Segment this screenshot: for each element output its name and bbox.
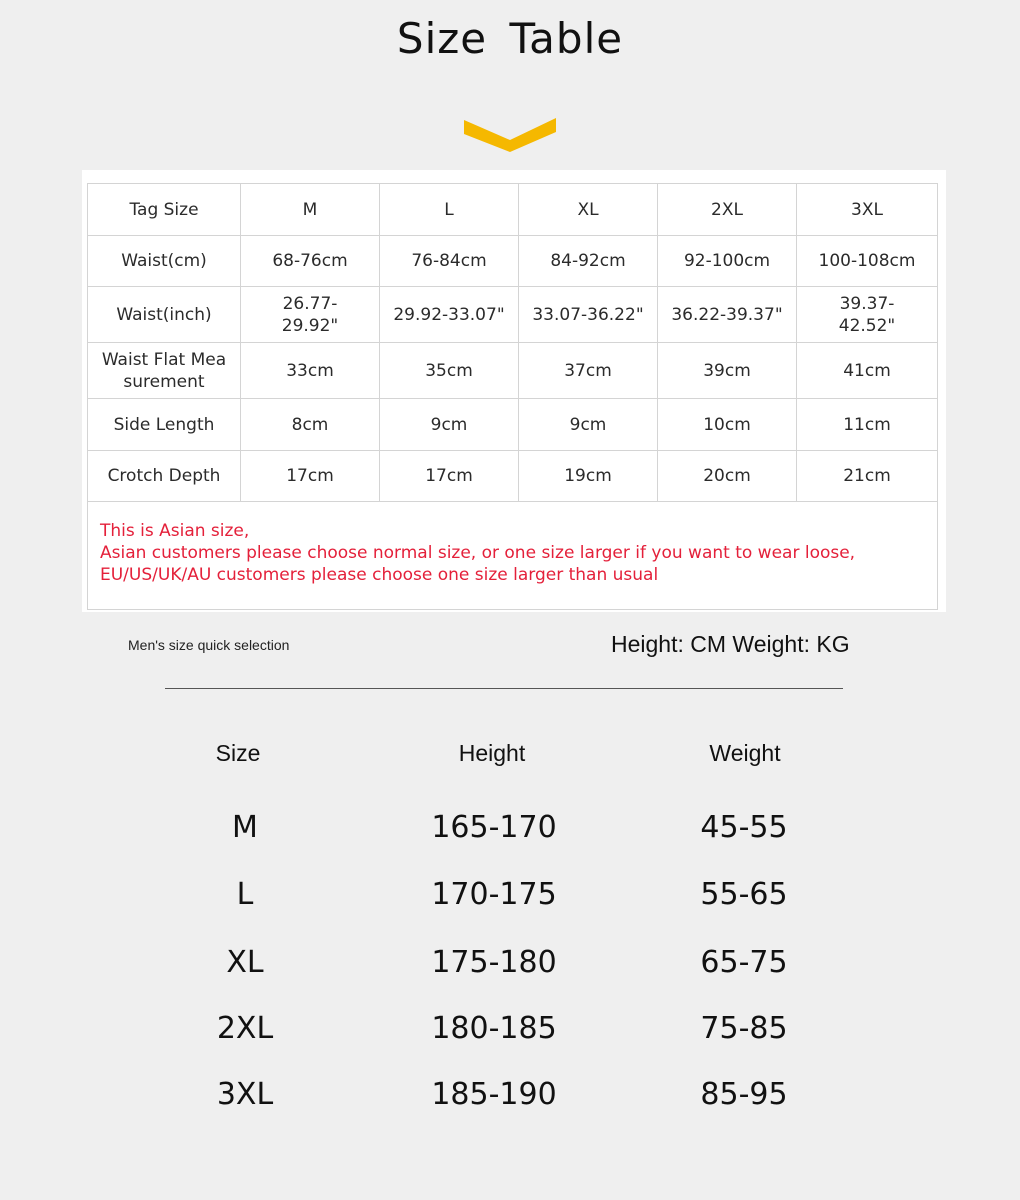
table-row-waist-inch: [88, 287, 938, 343]
row-label: Waist(cm): [88, 236, 241, 287]
table-cell: 33cm: [241, 343, 380, 399]
table-header-row: [88, 184, 938, 236]
table-cell: 33.07-36.22": [519, 287, 658, 343]
table-cell: 8cm: [241, 399, 380, 451]
row-label: Waist(inch): [88, 287, 241, 343]
quick-selection-label: Men's size quick selection: [128, 637, 290, 653]
row-label: Waist Flat Measurement: [88, 343, 241, 399]
table-cell: 17cm: [380, 451, 519, 502]
table-cell: 36.22-39.37": [658, 287, 797, 343]
quick-height: 185-190: [431, 1077, 557, 1112]
table-cell: 37cm: [519, 343, 658, 399]
quick-header-size: Size: [215, 740, 261, 766]
quick-weight: 55-65: [700, 877, 788, 912]
quick-weight: 75-85: [700, 1011, 788, 1046]
size-table: [87, 183, 938, 610]
table-cell: 11cm: [797, 399, 938, 451]
quick-height: 175-180: [431, 945, 557, 980]
table-cell: 26.77-29.92": [241, 287, 380, 343]
table-cell: 17cm: [241, 451, 380, 502]
table-cell: 39cm: [658, 343, 797, 399]
table-cell: 35cm: [380, 343, 519, 399]
quick-size: M: [232, 810, 258, 845]
table-cell: 10cm: [658, 399, 797, 451]
table-cell: 100-108cm: [797, 236, 938, 287]
quick-weight: 65-75: [700, 945, 788, 980]
chevron-down-icon: [464, 116, 556, 154]
row-label: Crotch Depth: [88, 451, 241, 502]
quick-height: 165-170: [431, 810, 557, 845]
table-cell: 20cm: [658, 451, 797, 502]
table-cell: 9cm: [380, 399, 519, 451]
quick-size: L: [236, 877, 254, 912]
units-label: Height: CM Weight: KG: [611, 631, 850, 657]
table-row-crotch-depth: [88, 451, 938, 502]
row-label: Side Length: [88, 399, 241, 451]
table-cell: 9cm: [519, 399, 658, 451]
quick-height: 180-185: [431, 1011, 557, 1046]
header-cell-3xl: 3XL: [797, 184, 938, 236]
table-row-side-length: [88, 399, 938, 451]
header-cell-m: M: [241, 184, 380, 236]
table-cell: 39.37-42.52": [797, 287, 938, 343]
table-row-waist-cm: [88, 236, 938, 287]
quick-size: 2XL: [216, 1011, 274, 1046]
table-cell: 68-76cm: [241, 236, 380, 287]
divider: [165, 688, 843, 689]
table-cell: 21cm: [797, 451, 938, 502]
quick-weight: 85-95: [700, 1077, 788, 1112]
table-cell: 84-92cm: [519, 236, 658, 287]
quick-size: 3XL: [216, 1077, 274, 1112]
header-cell-xl: XL: [519, 184, 658, 236]
header-cell-tag-size: Tag Size: [88, 184, 241, 236]
quick-height: 170-175: [431, 877, 557, 912]
table-cell: 41cm: [797, 343, 938, 399]
table-cell: 92-100cm: [658, 236, 797, 287]
quick-header-height: Height: [458, 740, 526, 766]
size-table-panel: [82, 170, 946, 612]
table-cell: 76-84cm: [380, 236, 519, 287]
size-note-line: EU/US/UK/AU customers please choose one size larger than usual: [100, 565, 659, 585]
header-cell-2xl: 2XL: [658, 184, 797, 236]
table-cell: 29.92-33.07": [380, 287, 519, 343]
quick-size: XL: [226, 945, 264, 980]
size-note: [88, 502, 938, 610]
quick-weight: 45-55: [700, 810, 788, 845]
size-note-line: This is Asian size,: [100, 521, 250, 541]
table-row-notes: [88, 502, 938, 610]
header-cell-l: L: [380, 184, 519, 236]
page-title: Size Table: [396, 14, 624, 63]
table-row-waist-flat: [88, 343, 938, 399]
table-cell: 19cm: [519, 451, 658, 502]
quick-header-weight: Weight: [709, 740, 781, 766]
size-note-line: Asian customers please choose normal size, or one size larger if you want to wear loose,: [100, 543, 856, 563]
